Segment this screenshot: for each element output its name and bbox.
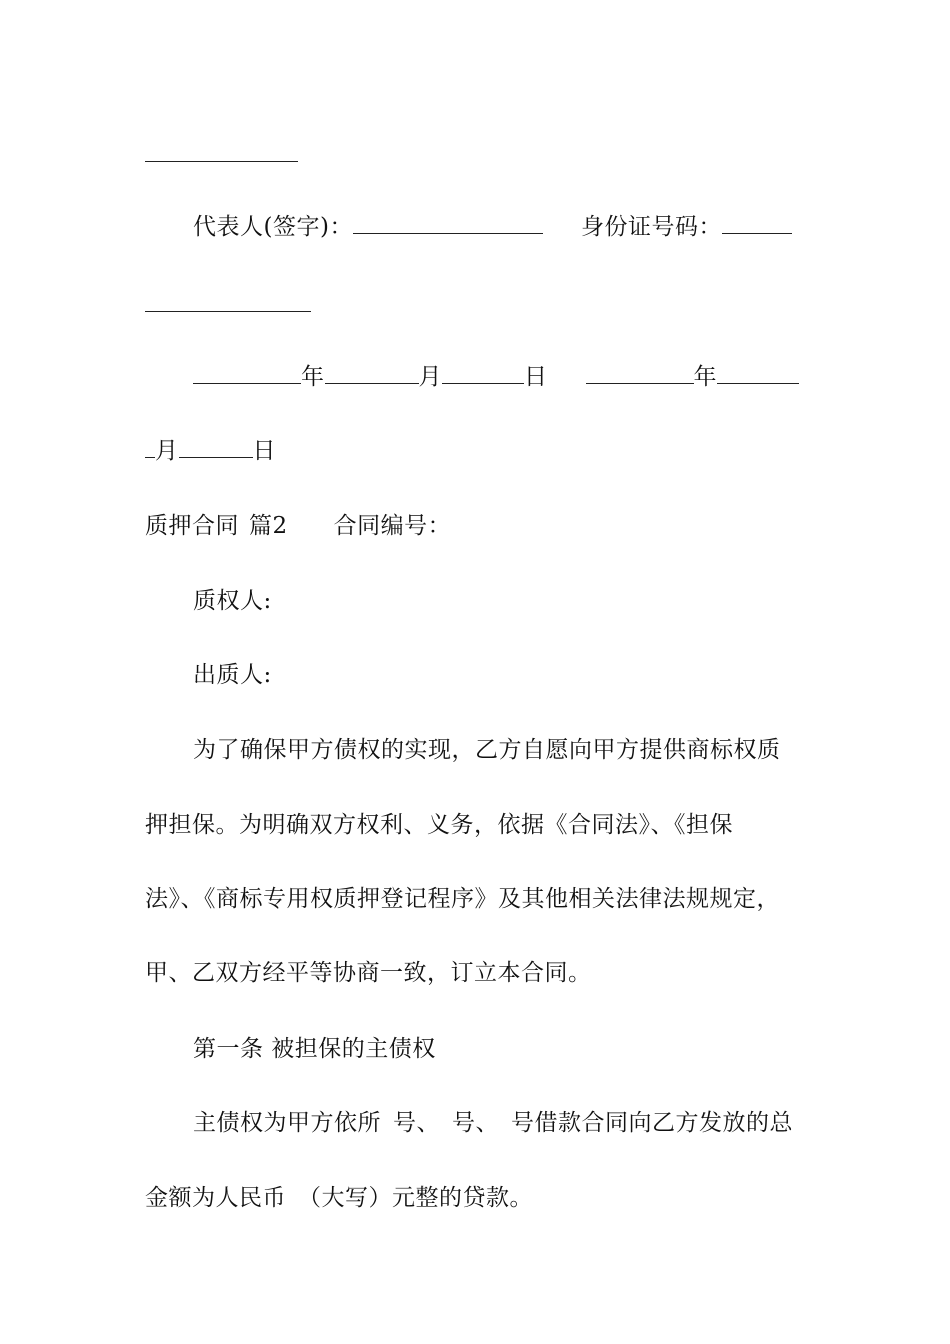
intro-line-1: 为了确保甲方债权的实现，乙方自愿向甲方提供商标权质 (193, 737, 781, 763)
intro-line-2: 押担保。为明确双方权利、义务，依据《合同法》、《担保 (145, 812, 733, 838)
blank-line (145, 456, 155, 458)
year-label: 年 (301, 364, 325, 390)
blank-line (145, 310, 311, 312)
contract-title: 质押合同 (145, 513, 239, 539)
day-blank (442, 382, 524, 384)
day-label-2: 日 (252, 438, 276, 464)
article-1-title: 第一条 被担保的主债权 (193, 1036, 436, 1062)
article-1-line-2 (145, 1183, 533, 1213)
representative-signature-row (193, 212, 792, 242)
intro-line-4: 甲、乙双方经平等协商一致，订立本合同。 (145, 960, 592, 986)
intro-line-3: 法》、《商标专用权质押登记程序》及其他相关法律法规规定， (145, 886, 780, 912)
contract-section: 篇2 (249, 513, 288, 539)
pledgee-label: 质权人: (193, 588, 272, 614)
day-label: 日 (524, 364, 548, 390)
article-1-text-c: 号、 (452, 1110, 499, 1136)
representative-label: 代表人(签字)： (193, 214, 353, 240)
article-1-line-1 (193, 1108, 793, 1138)
day-blank-2 (179, 456, 253, 458)
signature-line-continuation (145, 140, 298, 170)
month-blank-2 (717, 382, 799, 384)
representative-signature-blank (353, 232, 543, 234)
date-row-continuation (145, 436, 276, 466)
year-label-2: 年 (693, 364, 717, 390)
month-blank (325, 382, 419, 384)
contract-heading (145, 511, 451, 541)
contract-number-label: 合同编号： (333, 513, 452, 539)
pledgor-label: 出质人: (193, 662, 272, 688)
year-blank (193, 382, 301, 384)
id-number-continuation (145, 290, 311, 320)
month-label: 月 (418, 364, 442, 390)
id-number-blank (722, 232, 792, 234)
year-blank-2 (586, 382, 694, 384)
article-1-text-b: 号、 (393, 1110, 440, 1136)
blank-line (145, 160, 298, 162)
article-1-text-a: 主债权为甲方依所 (193, 1110, 381, 1136)
article-1-text-e: 金额为人民币 (145, 1185, 286, 1211)
article-1-text-d: 号借款合同向乙方发放的总 (511, 1110, 793, 1136)
month-label-2: 月 (155, 438, 179, 464)
date-row (193, 362, 799, 392)
article-1-text-f: （大写）元整的贷款。 (298, 1185, 533, 1211)
id-number-label: 身份证号码： (580, 214, 722, 240)
